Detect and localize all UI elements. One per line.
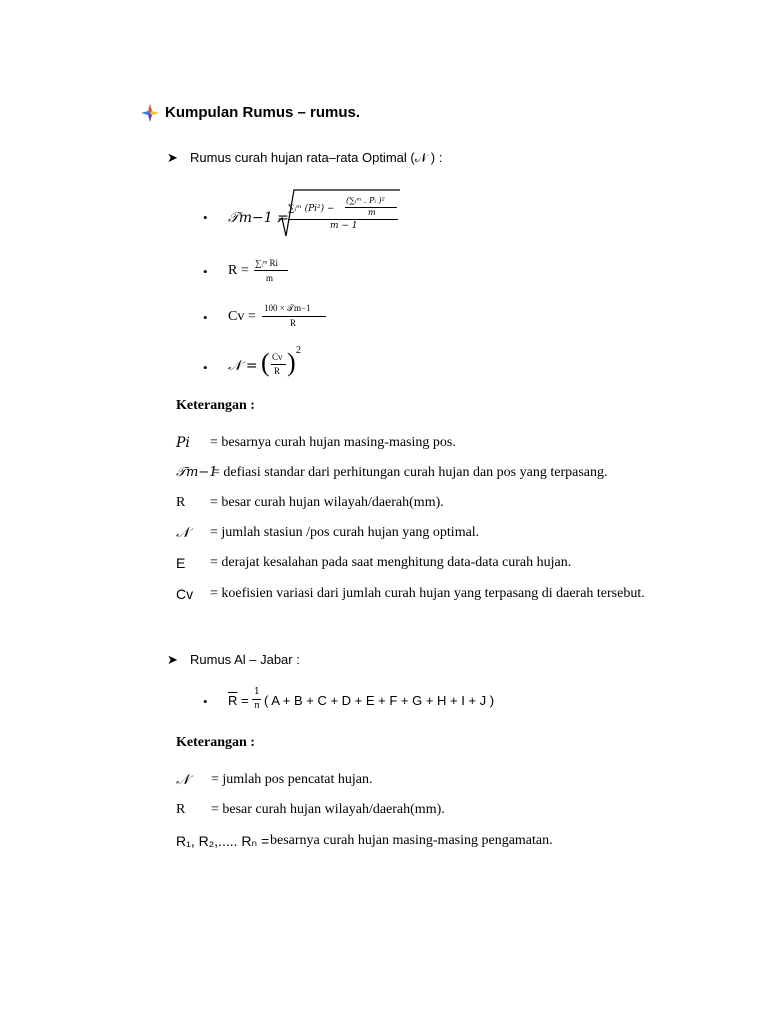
formula-n-num: Cv: [272, 352, 283, 362]
sigma-main-fraction-line: [288, 219, 398, 220]
ket1-sym-pi: Pi: [176, 435, 190, 451]
ket2-desc-rn: besarnya curah hujan masing-masing pengamatan.: [270, 833, 553, 848]
ket1-sym-r: R: [176, 495, 186, 510]
formula-cv-den: R: [290, 318, 297, 328]
formula-r-den: m: [266, 273, 274, 283]
ket2-sym-rn: R₁, R₂,..... Rₙ =: [176, 833, 270, 849]
formula-r-line: [254, 270, 288, 271]
section-bullet-icon: [141, 104, 159, 122]
bullet-icon: •: [203, 210, 208, 225]
sigma-num-a: ∑ᵢᵐ (Pi²) −: [288, 204, 335, 214]
bullet-icon: •: [203, 360, 208, 375]
ket1-desc-r: = besar curah hujan wilayah/daerah(mm).: [210, 495, 444, 510]
ket1-desc-n: = jumlah stasiun /pos curah hujan yang optimal.: [210, 525, 480, 540]
ket1-sym-tm: 𝒯m−1: [176, 465, 218, 480]
optimal-heading: Rumus curah hujan rata–rata Optimal (𝒩 ) :: [190, 150, 443, 165]
keterangan-title: Keterangan :: [176, 398, 255, 413]
aljabar-eq: =: [241, 693, 249, 708]
aljabar-heading: Rumus Al – Jabar :: [190, 652, 300, 667]
ket1-sym-e: E: [176, 555, 186, 571]
bullet-icon: •: [203, 694, 208, 709]
sigma-num-b-top: (∑ᵢᵐ . Pᵢ )²: [346, 196, 385, 205]
ket1-sym-cv: Cv: [176, 586, 194, 602]
formula-n-line: [271, 364, 286, 365]
formula-n-rparen: ): [287, 348, 296, 377]
formula-cv-lhs: Cv =: [228, 309, 256, 324]
formula-n-lhs: 𝒩 =: [228, 358, 258, 374]
sigma-num-b-bot: m: [368, 208, 376, 217]
aljabar-lhs: $\overline{R}$: [228, 693, 238, 708]
aljabar-frac-den: n: [254, 701, 260, 711]
arrow-bullet-icon: ➤: [167, 652, 178, 667]
formula-r-num: ∑ᵢᵐ Ri: [255, 258, 279, 268]
ket1-desc-pi: = besarnya curah hujan masing-masing pos.: [210, 435, 456, 450]
ket1-desc-e: = derajat kesalahan pada saat menghitung data-data curah hujan.: [210, 555, 572, 570]
keterangan-title-2: Keterangan :: [176, 735, 255, 750]
arrow-bullet-icon: ➤: [167, 150, 178, 165]
bullet-icon: •: [203, 310, 208, 325]
ket1-sym-n: 𝒩: [176, 525, 190, 541]
aljabar-rhs: ( A + B + C + D + E + F + G + H + I + J ): [264, 693, 495, 708]
aljabar-frac-num: 1: [254, 687, 260, 697]
formula-cv-line: [262, 316, 326, 317]
section-title: Kumpulan Rumus – rumus.: [165, 104, 361, 121]
aljabar-frac-line: [252, 699, 261, 700]
formula-r-lhs: R =: [228, 263, 249, 278]
ket2-sym-r: R: [176, 802, 186, 817]
formula-n-den: R: [274, 366, 281, 376]
formula-sigma-lhs: 𝒯m−1 =: [228, 210, 289, 226]
formula-n-exp: 2: [296, 345, 301, 356]
formula-n-lparen: (: [261, 348, 270, 377]
bullet-icon: •: [203, 264, 208, 279]
ket2-sym-n: 𝒩: [176, 772, 190, 788]
formula-cv-num: 100 × 𝒯m−1: [264, 303, 311, 313]
sigma-den: m − 1: [330, 221, 358, 231]
ket2-desc-n: = jumlah pos pencatat hujan.: [211, 772, 373, 787]
ket1-desc-tm: = defiasi standar dari perhitungan curah hujan dan pos yang terpasang.: [212, 465, 608, 480]
ket1-desc-cv: = koefisien variasi dari jumlah curah hujan yang terpasang di daerah tersebut.: [210, 586, 645, 601]
ket2-desc-r: = besar curah hujan wilayah/daerah(mm).: [211, 802, 445, 817]
